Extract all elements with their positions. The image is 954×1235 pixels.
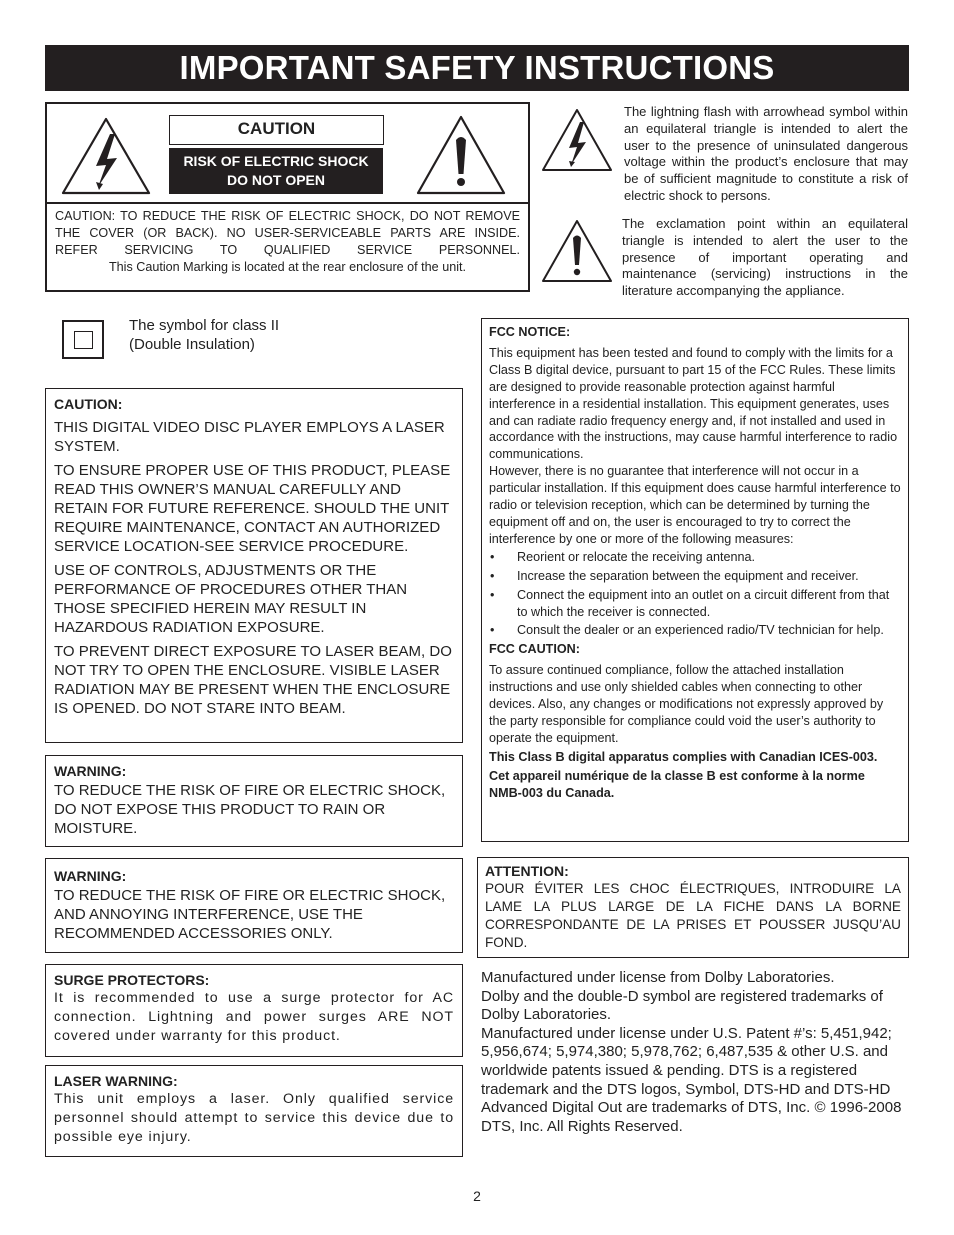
surge-heading: SURGE PROTECTORS: [54,972,210,988]
panel-divider [47,202,528,204]
exclamation-symbol-description: The exclamation point within an equilateral triangle is intended to alert the user to the presence of important operating and maintenance (servicing) instructions in the literature accompanying the appliance. [622,216,908,299]
risk-of-shock-box [169,148,383,194]
license-text [481,969,909,1136]
warning-accessories-heading: WARNING: [54,868,127,884]
laser-warning-text: This unit employs a laser. Only qualified service personnel should attempt to service this device due to possible eye injury. [54,1091,454,1145]
list-item: • Increase the separation between the equipment and receiver. [489,568,901,585]
canada-compliance-fr: Cet appareil numérique de la classe B est conforme à la norme NMB-003 du Canada. [489,768,865,800]
attention-box [477,857,909,958]
class-ii-caption [129,317,279,354]
surge-text: It is recommended to use a surge protector for AC connection. Lightning and power surges ARE NOT covered under warranty for this product. [54,990,454,1044]
risk-line-1: RISK OF ELECTRIC SHOCK [183,153,369,169]
fcc-caution-text: To assure continued compliance, follow the attached installation instructions and use only shielded cables when connecting to other devices. Also, any changes or modifications not expressly approved by the party responsible for compliance could void the user’s authority to operate the equipment. [489,663,884,745]
fcc-notice-heading: FCC NOTICE: [489,325,571,339]
canada-compliance-en: This Class B digital apparatus complies with Canadian ICES-003. [489,749,878,764]
list-item: • Consult the dealer or an experienced radio/TV technician for help. [489,622,901,639]
caution-text [55,208,520,276]
laser-caution-box [45,388,463,743]
class-ii-line-2: (Double Insulation) [129,335,255,353]
exclamation-warning-icon [415,114,507,196]
risk-line-2: DO NOT OPEN [226,172,325,188]
lightning-symbol-icon [540,107,614,173]
page-number: 2 [473,1188,481,1204]
warning-rain-text: TO REDUCE THE RISK OF FIRE OR ELECTRIC SHOCK, DO NOT EXPOSE THIS PRODUCT TO RAIN OR MOISTURE. [54,782,446,837]
caution-label: CAUTION [169,115,384,145]
license-dolby: Manufactured under license from Dolby Laboratories. [481,969,835,986]
fcc-notice-box [481,318,909,842]
laser-caution-p1: THIS DIGITAL VIDEO DISC PLAYER EMPLOYS A LASER SYSTEM. [54,419,445,455]
lightning-symbol-description: The lightning flash with arrowhead symbol within an equilateral triangle is intended to alert the user to the presence of uninsulated dangerous voltage within the product’s enclosure that may be of sufficient magnitude to constitute a risk of electric shock to persons. [624,104,908,203]
double-insulation-icon [62,320,104,359]
class-ii-line-1: The symbol for class II [129,317,280,334]
laser-caution-p4: TO PREVENT DIRECT EXPOSURE TO LASER BEAM, DO NOT TRY TO OPEN THE ENCLOSURE. VISIBLE LASER RADIATION MAY BE PRESENT WHEN THE ENCLOSURE IS OPENED. DO NOT STARE INTO BEAM. [54,643,452,717]
fcc-notice-p1: This equipment has been tested and found to comply with the limits for a Class B digital device, pursuant to part 15 of the FCC Rules. These limits are designed to provide reasonable protection against harmful interference in a residential installation. This equipment generates, uses and can radiate radio frequency energy and, if not installed and used in accordance with the instructions, may cause harmful interference to radio communications. [489,345,898,462]
caution-marking-location: This Caution Marking is located at the rear enclosure of the unit. [108,260,466,274]
list-item: • Connect the equipment into an outlet on a circuit different from that to which the receiver is connected. [489,587,901,621]
fcc-notice-p2: However, there is no guarantee that interference will not occur in a particular installation. If this equipment does cause harmful interference to radio or television reception, which can be determined by turning the equipment off and on, the user is encouraged to try to correct the interference by one or more of the following measures: [489,464,901,546]
list-item: • Reorient or relocate the receiving antenna. [489,549,901,566]
page-title: IMPORTANT SAFETY INSTRUCTIONS [45,45,909,91]
attention-text: POUR ÉVITER LES CHOC ÉLECTRIQUES, INTRODUIRE LA LAME LA PLUS LARGE DE LA FICHE DANS LA BORNE CORRESPONDANTE DE LA PRISES ET POUSSER JUSQU’AU FOND. [485,881,901,950]
warning-accessories-box [45,858,463,953]
laser-warning-box [45,1065,463,1157]
warning-accessories-text: TO REDUCE THE RISK OF FIRE OR ELECTRIC SHOCK, AND ANNOYING INTERFERENCE, USE THE RECOMMENDED ACCESSORIES ONLY. [54,887,446,942]
caution-marking-panel [45,102,530,292]
laser-caution-p2: TO ENSURE PROPER USE OF THIS PRODUCT, PLEASE READ THIS OWNER’S MANUAL CAREFULLY AND RETAIN FOR FUTURE REFERENCE. SHOULD THE UNIT REQUIRE MAINTENANCE, CONTACT AN AUTHORIZED SERVICE LOCATION-SEE SERVICE PROCEDURE. [54,462,451,555]
laser-caution-heading: CAUTION: [54,396,123,412]
warning-rain-box [45,755,463,847]
warning-rain-heading: WARNING: [54,763,127,779]
license-dts: Manufactured under license under U.S. Patent #’s: 5,451,942; 5,956,674; 5,974,380; 5,978,762; 6,487,535 & other U.S. and worldwide patents issued & pending. DTS is a registered trademark and the DTS logos, Symbol, DTS-HD and DTS-HD Advanced Digital Out are trademarks of DTS, Inc. © 1996-2008 DTS, Inc. All Rights Reserved. [481,1024,902,1135]
attention-heading: ATTENTION: [485,863,569,879]
laser-caution-p3: USE OF CONTROLS, ADJUSTMENTS OR THE PERFORMANCE OF PROCEDURES OTHER THAN THOSE SPECIFIED HEREIN MAY RESULT IN HAZARDOUS RADIATION EXPOSURE. [54,562,408,636]
caution-warning-text: CAUTION: TO REDUCE THE RISK OF ELECTRIC SHOCK, DO NOT REMOVE THE COVER (OR BACK). NO USER-SERVICEABLE PARTS ARE INSIDE. REFER SERVICING TO QUALIFIED SERVICE PERSONNEL. [55,209,520,257]
surge-protectors-box [45,964,463,1057]
license-dolby-trademark: Dolby and the double-D symbol are registered trademarks of Dolby Laboratories. [481,987,883,1024]
fcc-measures-list [489,549,901,640]
lightning-warning-icon [60,116,152,196]
exclamation-symbol-icon [540,218,614,284]
fcc-caution-heading: FCC CAUTION: [489,642,580,657]
laser-warning-heading: LASER WARNING: [54,1073,178,1089]
